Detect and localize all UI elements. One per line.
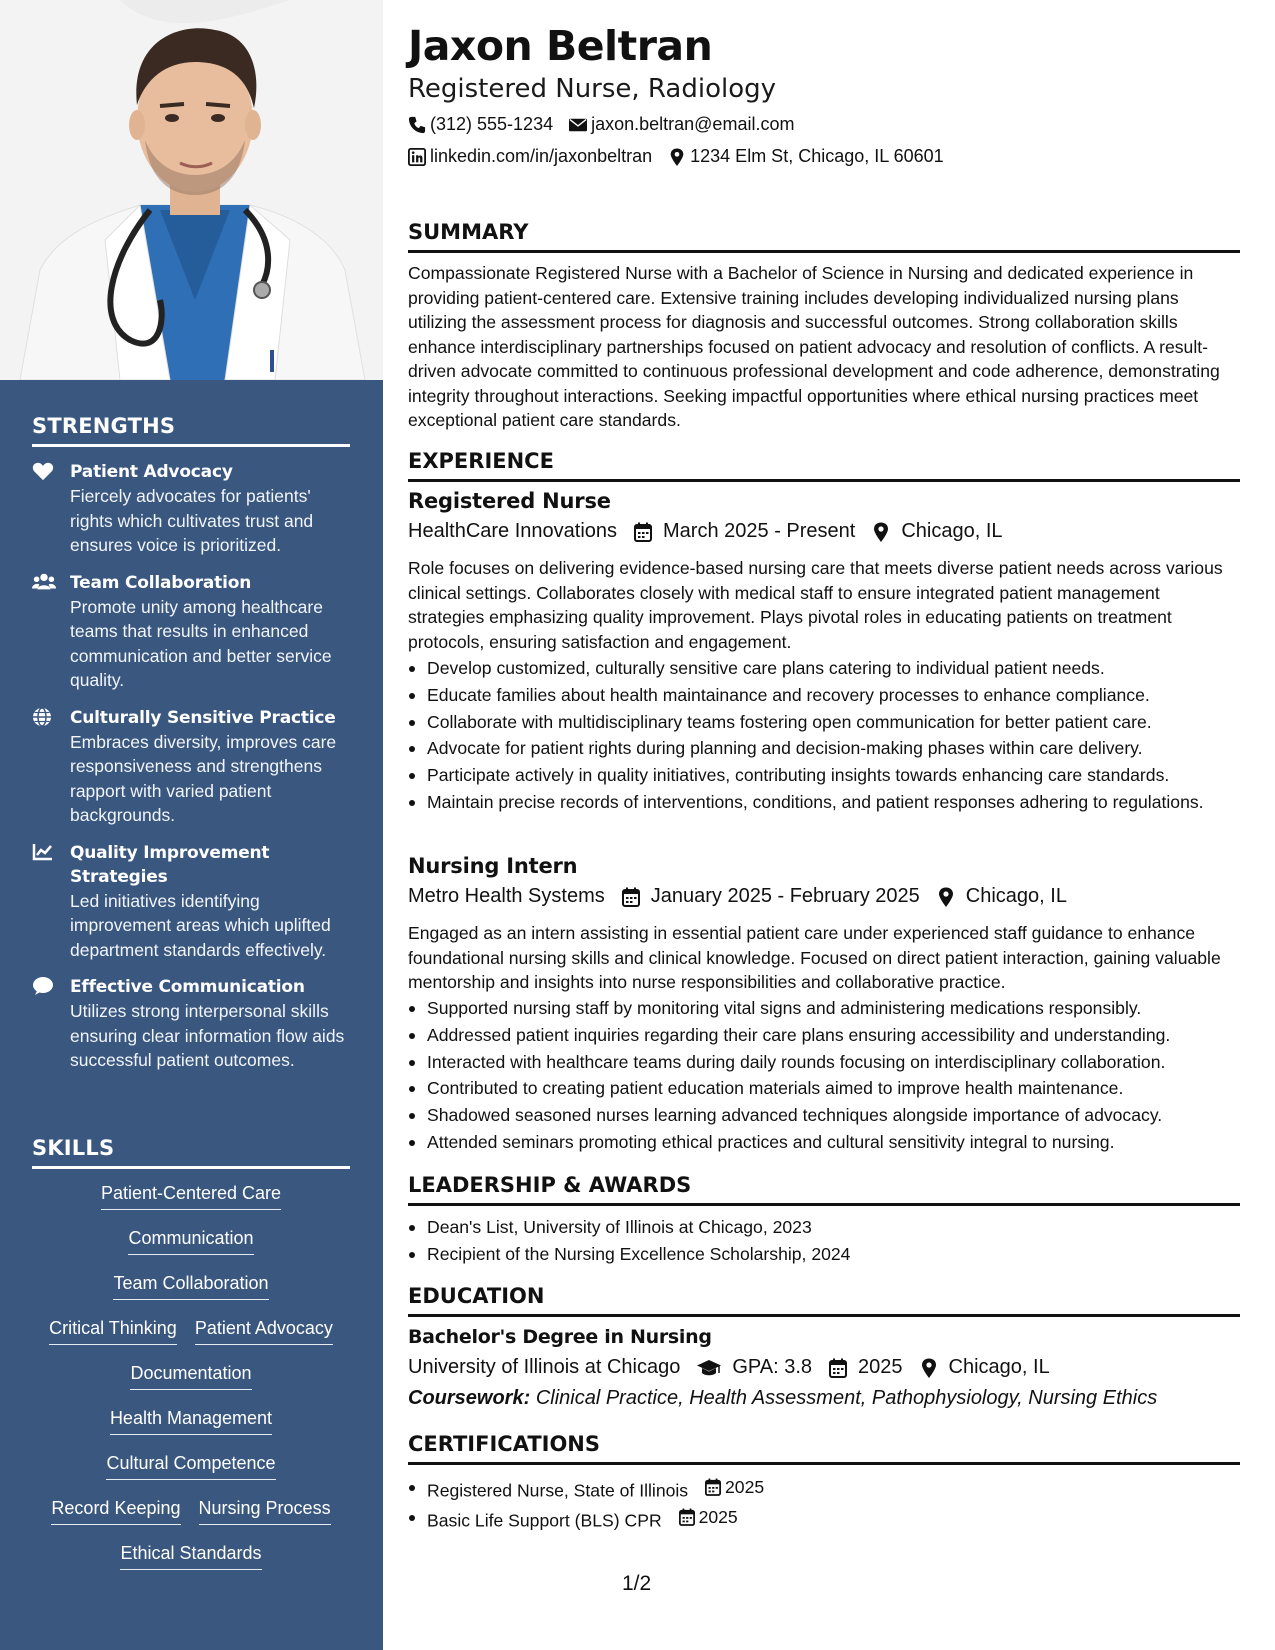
strength-item [32,706,352,828]
coursework-label: Coursework: [408,1387,531,1409]
job-dates: January 2025 - February 2025 [650,885,920,907]
skill-tag: Health Management [110,1407,272,1435]
strength-description: Promote unity among healthcare teams that results in enhanced communication and better service quality. [70,596,332,690]
calendar-icon [621,887,641,907]
strength-description: Fiercely advocates for patients' rights which cultivates trust and ensures voice is prioritized. [70,486,314,555]
job-dates: March 2025 - Present [663,520,856,542]
envelope-icon [569,116,587,134]
globe-icon [32,707,56,727]
bullet-item: Interacted with healthcare teams during daily rounds focusing on interdisciplinary collaboration. [408,1050,1240,1075]
bullet-item: Addressed patient inquiries regarding their care plans ensuring accessibility and understanding. [408,1023,1240,1048]
certification-name: Basic Life Support (BLS) CPR [427,1510,662,1531]
job-title-header: Registered Nurse, Radiology [408,74,777,104]
awards-heading: LEADERSHIP & AWARDS [408,1173,1240,1206]
company-name: Metro Health Systems [408,885,605,907]
strength-description: Embraces diversity, improves care responsiveness and strengthens rapport with varied patient backgrounds. [70,731,337,825]
graduation-year: 2025 [858,1356,903,1378]
strength-title: Quality Improvement Strategies [70,842,270,887]
summary-text: Compassionate Registered Nurse with a Bachelor of Science in Nursing and dedicated experience in providing patient-centered care. Extensive training includes developing individualized nursing plans utilizing the assessment process for diagnosis and successful outcomes. Strong collaboration skills enhance interdisciplinary partnerships focused on patient advocacy and resolution of conflicts. A result-driven advocate committed to continuous professional development and code adherence, demonstrating integrity throughout interactions. Seeking impactful opportunities where ethical nursing practices meet exceptional patient care standards. [408,263,1220,430]
linkedin-link[interactable]: linkedin.com/in/jaxonbeltran [430,146,653,166]
certifications-heading: CERTIFICATIONS [408,1432,1240,1465]
job-bullets [408,996,1240,1157]
calendar-icon [633,522,653,542]
certifications-list [408,1475,1240,1535]
skill-tag: Nursing Process [199,1497,331,1525]
job-description: Role focuses on delivering evidence-based nursing care that meets diverse patient needs across various clinical settings. Collaborates closely with medical staff to ensure integrated patient management strategies emphasizing quality improvement. Plays pivotal roles in educating patients on treatment protocols, ensuring satisfaction and engagement. [408,558,1223,652]
strengths-heading: STRENGTHS [32,414,350,447]
strengths-list [32,460,352,1086]
job-location: Chicago, IL [965,885,1067,907]
graduation-cap-icon [696,1358,722,1378]
heart-icon [32,461,56,481]
school-name: University of Illinois at Chicago [408,1356,681,1378]
strength-item [32,975,352,1073]
skills-heading: SKILLS [32,1136,350,1169]
bullet-item: Educate families about health maintainance and recovery processes to enhance compliance. [408,683,1240,708]
job-description: Engaged as an intern assisting in essential patient care under experienced staff guidance to enhance foundational nursing skills and clinical knowledge. Focused on direct patient interaction, gaining valuable mentorship and insights into nurse responsibilities and collaborative practice. [408,923,1221,992]
skill-tag: Ethical Standards [120,1542,261,1570]
strength-description: Led initiatives identifying improvement areas which uplifted department standards effectively. [70,890,331,960]
sidebar [0,0,383,1650]
award-item: Dean's List, University of Illinois at Chicago, 2023 [408,1215,1240,1240]
gpa: GPA: 3.8 [732,1356,813,1378]
map-pin-icon [919,1358,939,1378]
education-location: Chicago, IL [948,1356,1050,1378]
bullet-item: Advocate for patient rights during planning and decision-making phases within care delivery. [408,736,1240,761]
skill-tag: Record Keeping [51,1497,180,1525]
coursework-text: Clinical Practice, Health Assessment, Pathophysiology, Nursing Ethics [535,1387,1158,1409]
profile-photo [0,0,383,380]
calendar-icon [705,1478,721,1496]
map-pin-icon [871,522,891,542]
certification-year: 2025 [725,1477,765,1497]
skill-tag: Cultural Competence [106,1452,275,1480]
linkedin-icon [408,148,426,166]
award-item: Recipient of the Nursing Excellence Scholarship, 2024 [408,1242,1240,1267]
bullet-item: Attended seminars promoting ethical practices and cultural sensitivity integral to nursing. [408,1130,1240,1155]
bullet-item: Collaborate with multidisciplinary teams fostering open communication for better patient care. [408,710,1240,735]
map-pin-icon [936,887,956,907]
certification-item [408,1475,1240,1503]
bullet-item: Maintain precise records of interventions, conditions, and patient responses adhering to regulations. [408,790,1240,815]
strength-description: Utilizes strong interpersonal skills ensuring clear information flow aids successful patient outcomes. [70,1001,345,1070]
contact-line [408,114,794,135]
summary-heading: SUMMARY [408,220,1240,253]
job-meta [408,520,1003,543]
job-meta [408,885,1067,908]
strength-item [32,841,352,963]
skill-tag: Communication [128,1227,253,1255]
bullet-item: Develop customized, culturally sensitive care plans catering to individual patient needs. [408,656,1240,681]
strength-item [32,571,352,693]
company-name: HealthCare Innovations [408,520,618,542]
bullet-item: Participate actively in quality initiatives, contributing insights towards enhancing care standards. [408,763,1240,788]
certification-name: Registered Nurse, State of Illinois [427,1480,689,1501]
bullet-item: Contributed to creating patient education materials aimed to improve health maintenance. [408,1076,1240,1101]
strength-title: Patient Advocacy [70,462,233,482]
person-name: Jaxon Beltran [408,22,713,70]
email-link[interactable]: jaxon.beltran@email.com [591,114,795,134]
strength-title: Team Collaboration [70,572,252,593]
job-title: Nursing Intern [408,854,578,878]
page-number: 1/2 [622,1572,652,1595]
users-icon [32,572,56,592]
address-text: 1234 Elm St, Chicago, IL 60601 [690,146,944,166]
job-location: Chicago, IL [901,520,1003,542]
certification-item [408,1505,1240,1533]
experience-heading: EXPERIENCE [408,449,1240,482]
skills-list [32,1182,350,1587]
certification-year: 2025 [698,1507,738,1528]
skill-tag: Documentation [130,1362,251,1390]
calendar-icon [828,1358,848,1378]
speech-bubble-icon [32,976,56,996]
job-title: Registered Nurse [408,489,611,513]
skill-tag: Patient Advocacy [195,1317,333,1345]
degree-title: Bachelor's Degree in Nursing [408,1326,712,1348]
map-pin-icon [668,148,686,166]
skill-tag: Team Collaboration [113,1272,268,1300]
contact-line [408,146,944,167]
strength-title: Culturally Sensitive Practice [70,707,336,728]
education-heading: EDUCATION [408,1284,1240,1317]
bullet-item: Supported nursing staff by monitoring vital signs and administering medications responsibly. [408,996,1240,1021]
phone-icon [408,116,426,134]
education-meta [408,1356,1050,1379]
bullet-item: Shadowed seasoned nurses learning advanced techniques alongside importance of advocacy. [408,1103,1240,1128]
phone-number[interactable]: (312) 555-1234 [430,114,554,134]
strength-item [32,460,352,558]
strength-title: Effective Communication [70,977,305,997]
coursework [408,1387,1157,1410]
skill-tag: Critical Thinking [49,1317,177,1345]
calendar-icon [679,1508,695,1526]
job-bullets [408,656,1240,817]
awards-list [408,1215,1240,1269]
chart-line-icon [32,842,56,862]
skill-tag: Patient-Centered Care [101,1182,281,1210]
